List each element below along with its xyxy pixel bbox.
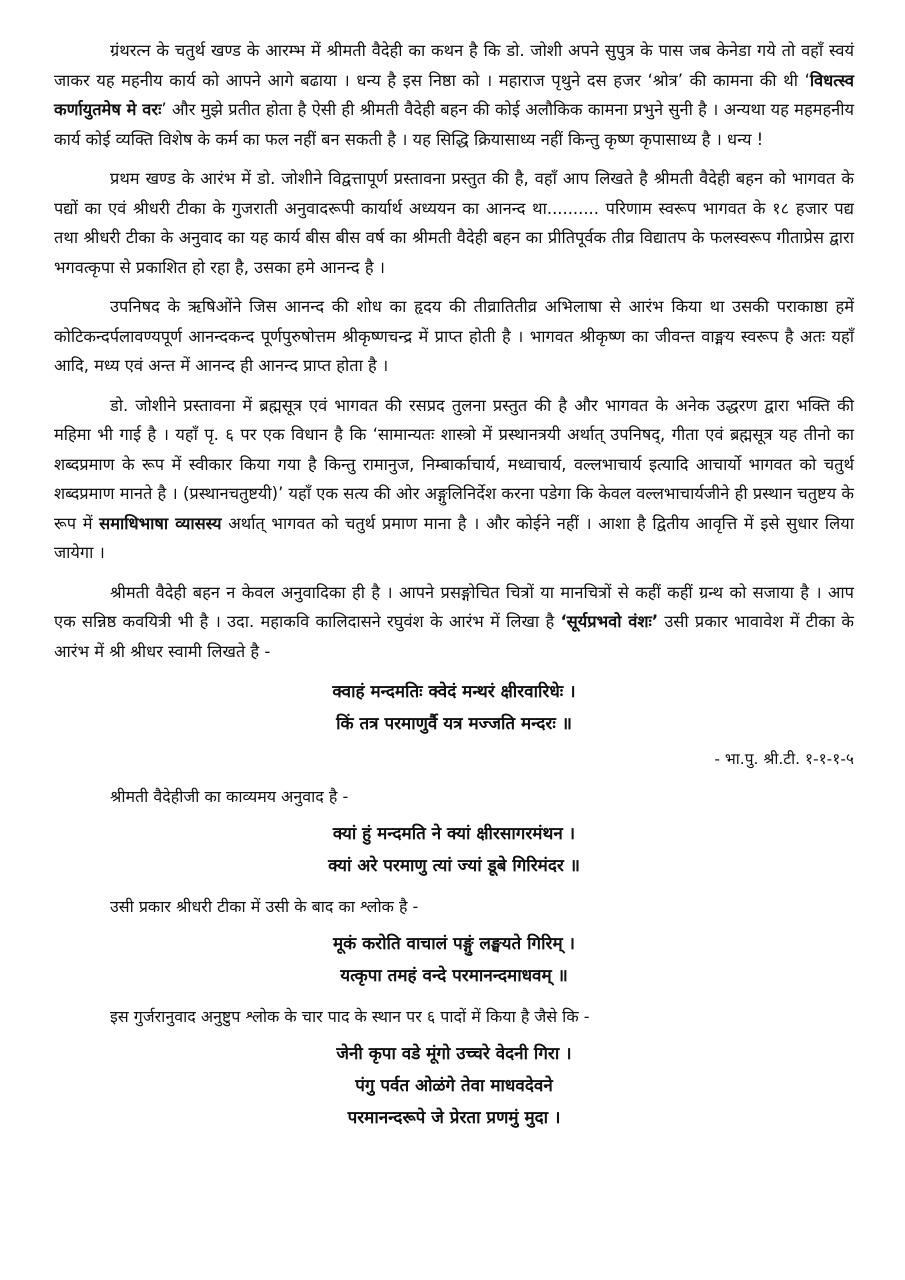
verse-gujarati-1 [54,818,854,882]
intro-line-2: उसी प्रकार श्रीधरी टीका में उसी के बाद का श्लोक है - [110,897,419,916]
paragraph-5-text-a: श्रीमती वैदेही बहन न केवल अनुवादिका ही है । आपने प्रसङ्गोचित चित्रों या मानचित्रों से कहीं कहीं ग्रन्थ को सजाया है । आप एक सन्निष्ठ कवयित्री भी है । उदा. महाकवि कालिदासने रघुवंश के आरंभ में लिखा है [54,582,854,631]
paragraph-5 [54,578,854,667]
paragraph-1 [54,36,854,154]
paragraph-4-text-a: डो. जोशीने प्रस्तावना में ब्रह्मसूत्र एवं भागवत की रसप्रद तुलना प्रस्तुत की है और भागवत के अनेक उद्धरण द्वारा भक्ति की महिमा भी गाई है । यहाँ पृ. ६ पर एक विधान है कि ‘सामान्यतः शास्त्रो में प्रस्थानत्रयी अर्थात् उपनिषद्, गीता एवं ब्रह्मसूत्र यह तीनो का शब्दप्रमाण के रूप में स्वीकार किया गया है किन्तु रामानुज, निम्बार्काचार्य, मध्वाचार्य, वल्लभाचार्य इत्यादि आचार्यो भागवत को चतुर्थ शब्दप्रमाण मानते है । (प्रस्थानचतुष्टयी)’ यहाँ एक सत्य की ओर अङ्गुलिनिर्देश करना पडेगा कि केवल वल्लभाचार्यजीने ही प्रस्थान चतुष्टय के रूप में [54,395,854,533]
verse-line: यत्कृपा तमहं वन्दे परमानन्दमाधवम् ॥ [340,966,568,986]
intro-line-1: श्रीमती वैदेहीजी का काव्यमय अनुवाद है - [110,787,349,806]
paragraph-1-text-c: ’ और मुझे प्रतीत होता है ऐसी ही श्रीमती वैदेही बहन की कोई अलौकिक कामना प्रभुने सुनी है । अन्यथा यह महमहनीय कार्य कोई व्यक्ति विशेष के कर्म का फल नहीं बन सकती है । यह सिद्धि क्रियासाध्य नहीं किन्तु कृष्ण कृपासाध्य है । धन्य ! [54,100,854,149]
paragraph-2: प्रथम खण्ड के आरंभ में डो. जोशीने विद्वत्तापूर्ण प्रस्तावना प्रस्तुत की है, वहाँ आप लिखते है श्रीमती वैदेही बहन को भागवत के पद्यों का एवं श्रीधरी टीका के गुजराती अनुवादरूपी कार्यार्थ अध्ययन का आनन्द था.......... परिणाम स्वरूप भागवत के १८ हजार पद्य तथा श्रीधरी टीका के अनुवाद का यह कार्य बीस बीस वर्ष का श्रीमती वैदेही बहन का प्रीतिपूर्वक तीव्र विद्यातप के फलस्वरूप गीताप्रेस द्वारा भगवत्कृपा से प्रकाशित हो रहा है, उसका हमे आनन्द है । [54,169,854,277]
verse-line: क्यां हुं मन्दमति ने क्यां क्षीरसागरमंथन । [332,824,576,844]
verse-line: परमानन्दरूपे जे प्रेरता प्रणमुं मुदा । [347,1108,561,1128]
verse-line: किं तत्र परमाणुर्वै यत्र मज्जति मन्दरः ॥ [336,714,572,734]
paragraph-4 [54,391,854,568]
verse-line: पंगु पर्वत ओळंगे तेवा माधवदेवने [355,1076,553,1096]
paragraph-4-text-c: अर्थात् भागवत को चतुर्थ प्रमाण माना है । और कोईने नहीं । आशा है द्वितीय आवृत्ति में इसे सुधार लिया जायेगा । [54,513,854,562]
quote-samadhibhasha: समाधिभाषा व्यासस्य [99,513,222,533]
paragraph-5-text-c: उसी प्रकार भावावेश में टीका के आरंभ में श्री श्रीधर स्वामी लिखते है - [54,612,854,661]
verse-line: जेनी कृपा वडे मूंगो उच्चरे वेदनी गिरा । [336,1044,572,1064]
verse-line: क्वाहं मन्दमतिः क्वेदं मन्थरं क्षीरवारिधेः । [332,682,576,702]
paragraph-1-text-a: ग्रंथरत्न के चतुर्थ खण्ड के आरम्भ में श्रीमती वैदेही का कथन है कि डो. जोशी अपने सुपुत्र के पास जब केनेडा गये तो वहाँ स्वयं जाकर यह महनीय कार्य को आपने आगे बढाया । धन्य है इस निष्ठा को । महाराज पृथुने दस हजर ‘श्रोत्र’ की कामना की थी ‘ [54,41,854,90]
quote-suryaprabhavo: ‘सूर्यप्रभवो वंशः’ [560,612,659,631]
paragraph-3: उपनिषद के ऋषिओंने जिस आनन्द की शोध का हृदय की तीव्रातितीव्र अभिलाषा से आरंभ किया था उसकी पराकाष्ठा हमें कोटिकन्दर्पलावण्यपूर्ण आनन्दकन्द पूर्णपुरुषोत्तम श्रीकृष्णचन्द्र में प्राप्त होती है । भागवत श्रीकृष्ण का जीवन्त वाङ्मय स्वरूप है अतः यहाँ आदि, मध्य एवं अन्त में आनन्द ही आनन्द प्राप्त होता है । [54,297,854,375]
document-page [54,36,854,1140]
intro-line-3: इस गुर्जरानुवाद अनुष्टुप श्लोक के चार पाद के स्थान पर ६ पादों में किया है जैसे कि - [110,1007,590,1026]
verse-sanskrit-2 [54,928,854,992]
verse-sanskrit-1 [54,676,854,740]
quote-vidhatsva: विधत्स्व कर्णायुतमेष मे वरः [54,70,854,119]
verse-line: क्यां अरे परमाणु त्यां ज्यां डूबे गिरिमंदर ॥ [328,856,580,876]
verse-line: मूकं करोति वाचालं पङ्गुं लङ्घयते गिरिम् । [332,934,575,954]
verse-reference: - भा.पु. श्री.टी. १-१-१-५ [714,750,854,768]
verse-gujarati-2 [54,1038,854,1134]
